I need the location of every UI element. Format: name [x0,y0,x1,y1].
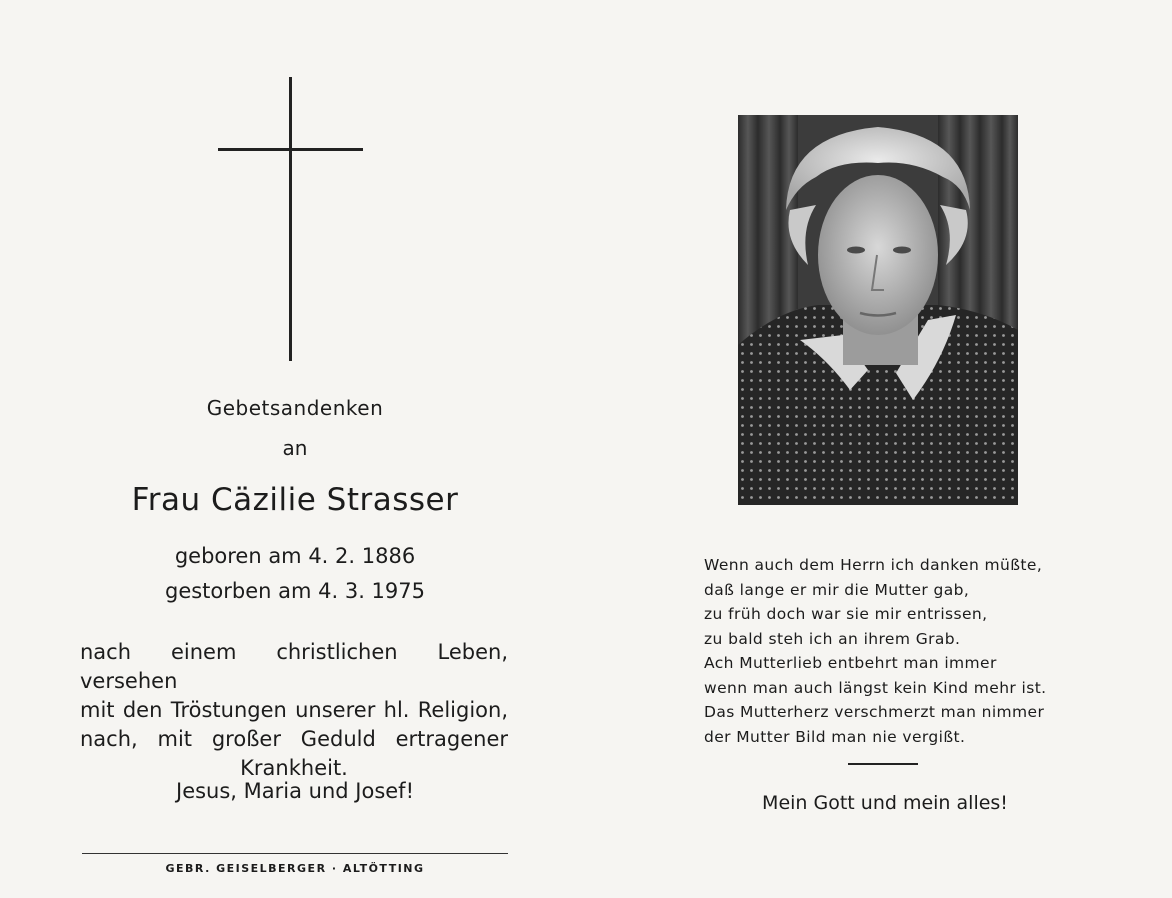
death-date: gestorben am 4. 3. 1975 [164,579,425,603]
birth-date: geboren am 4. 2. 1886 [174,544,416,568]
life-description [80,638,508,783]
cross-vertical-bar [289,77,292,361]
divider-line [82,853,508,854]
poem-line: daß lange er mir die Mutter gab, [704,580,970,599]
portrait-image [738,115,1018,505]
invocation: Jesus, Maria und Josef! [176,779,414,803]
poem-line: der Mutter Bild man nie vergißt. [704,727,966,746]
poem-divider [848,763,918,765]
poem-line: wenn man auch längst kein Kind mehr ist. [704,678,1047,697]
poem-line: Wenn auch dem Herrn ich danken müßte, [704,556,1043,574]
memorial-poem [704,553,1074,749]
portrait-photo [738,115,1018,505]
closing-motto: Mein Gott und mein alles! [762,792,1008,814]
body-line: mit den Tröstungen unserer hl. Religion, [80,698,508,722]
body-line: nach einem christlichen Leben, versehen [80,640,508,693]
body-line: Krankheit. [240,756,348,780]
deceased-name: Frau Cäzilie Strasser [131,482,459,518]
printer-imprint: GEBR. GEISELBERGER · ALTÖTTING [165,862,425,875]
poem-line: Das Mutterherz verschmerzt man nimmer [704,703,1045,721]
poem-line: zu früh doch war sie mir entrissen, [704,605,988,623]
body-line: nach, mit großer Geduld ertragener [80,727,508,751]
heading-preposition: an [282,436,308,460]
card-heading: Gebetsandenken [206,396,384,420]
poem-line: zu bald steh ich an ihrem Grab. [704,629,961,648]
poem-line: Ach Mutterlieb entbehrt man immer [704,654,997,672]
cross-horizontal-bar [218,148,363,151]
